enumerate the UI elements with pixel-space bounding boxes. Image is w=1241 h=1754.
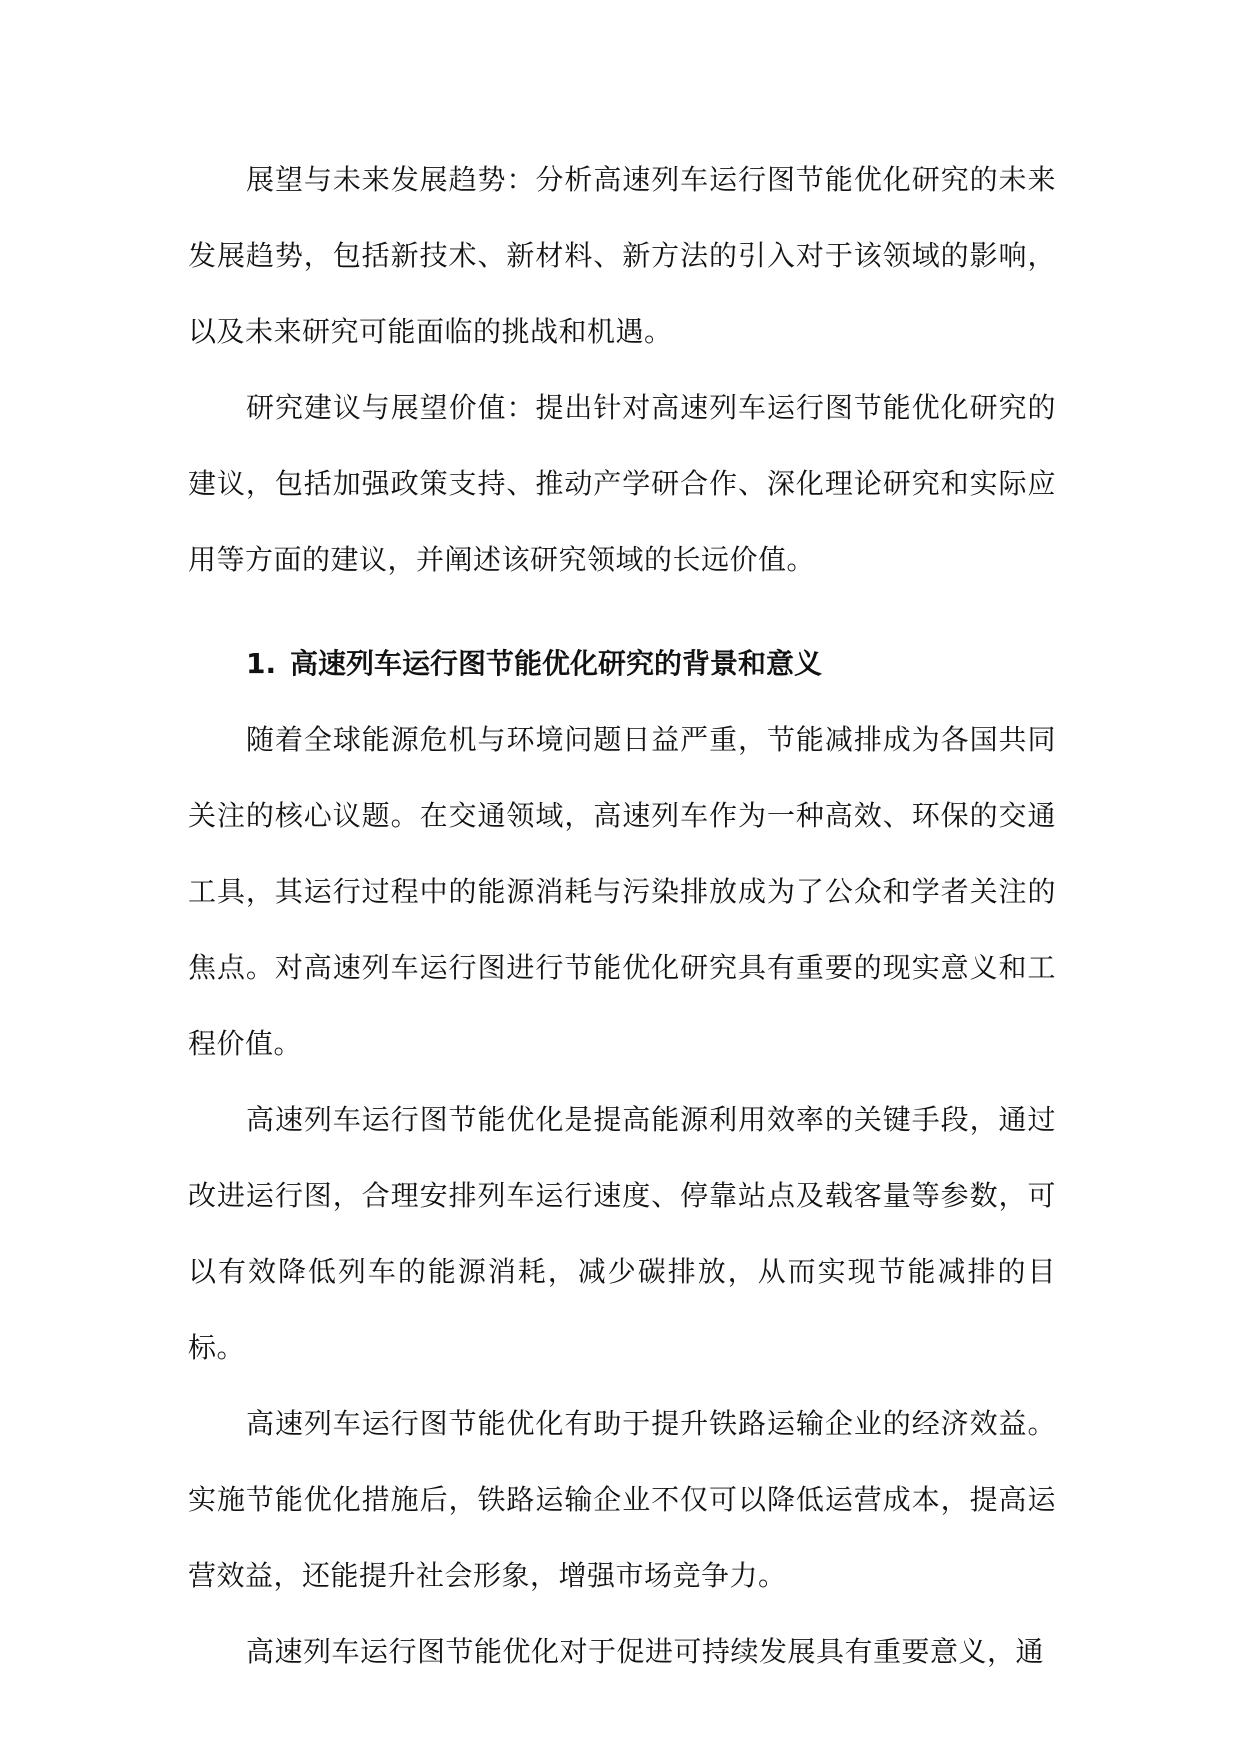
paragraph-efficiency: 高速列车运行图节能优化是提高能源利用效率的关键手段，通过改进运行图，合理安排列车运行速度、停靠站点及载客量等参数，可以有效降低列车的能源消耗，减少碳排放，从而实现节能减排的目标。: [188, 1103, 1056, 1364]
paragraph-sustainability: 高速列车运行图节能优化对于促进可持续发展具有重要意义，通: [246, 1635, 1045, 1668]
section-title: 高速列车运行图节能优化研究的背景和意义: [290, 647, 823, 680]
paragraph-recommendations: 研究建议与展望价值：提出针对高速列车运行图节能优化研究的建议，包括加强政策支持、推动产学研合作、深化理论研究和实际应用等方面的建议，并阐述该研究领域的长远价值。: [188, 391, 1056, 576]
section-heading: [188, 626, 1056, 702]
paragraph-background: 随着全球能源危机与环境问题日益严重，节能减排成为各国共同关注的核心议题。在交通领域，高速列车作为一种高效、环保的交通工具，其运行过程中的能源消耗与污染排放成为了公众和学者关注的焦点。对高速列车运行图进行节能优化研究具有重要的现实意义和工程价值。: [188, 723, 1056, 1060]
document-body: [188, 142, 1056, 1690]
paragraph-economic-benefit: 高速列车运行图节能优化有助于提升铁路运输企业的经济效益。实施节能优化措施后，铁路运输企业不仅可以降低运营成本，提高运营效益，还能提升社会形象，增强市场竞争力。: [188, 1407, 1056, 1592]
paragraph-outlook: 展望与未来发展趋势：分析高速列车运行图节能优化研究的未来发展趋势，包括新技术、新材料、新方法的引入对于该领域的影响，以及未来研究可能面临的挑战和机遇。: [188, 163, 1056, 348]
section-number: 1.: [246, 647, 277, 680]
